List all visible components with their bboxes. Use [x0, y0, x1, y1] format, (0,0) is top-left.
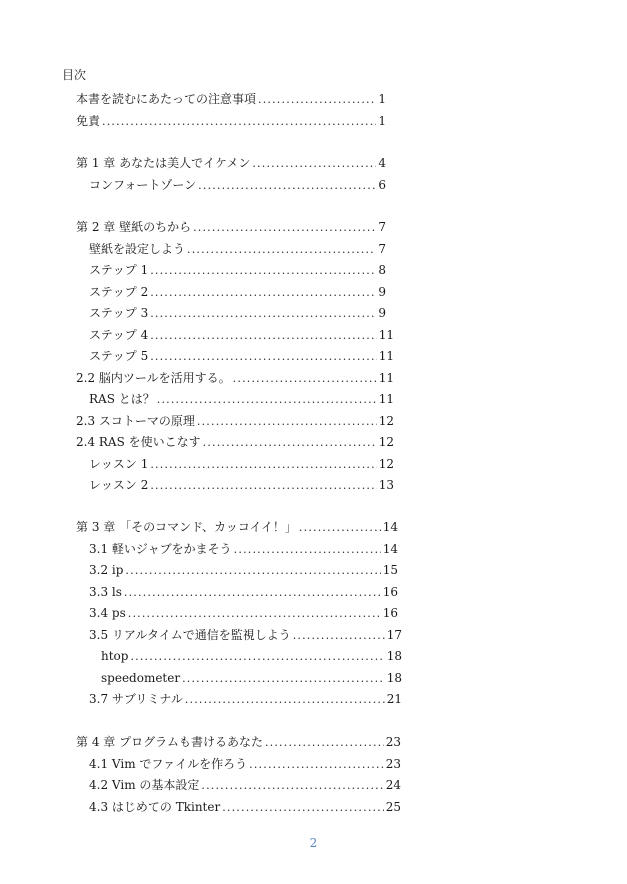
toc-entry-page: 1	[378, 92, 386, 106]
toc-entry-page: 11	[378, 371, 394, 385]
toc-entry-page: 23	[385, 735, 401, 749]
toc-leader-dots	[102, 114, 376, 130]
toc-entry-page: 16	[382, 606, 398, 620]
toc-entry-page: 9	[378, 285, 386, 299]
toc-title: 目次	[62, 68, 87, 82]
toc-leader-dots	[234, 542, 381, 558]
toc-leader-dots	[150, 457, 376, 473]
toc-entry-label: 3.3 ls	[89, 585, 122, 599]
toc-entry-label: htop	[101, 649, 129, 663]
toc-entry	[89, 756, 401, 773]
toc-leader-dots	[150, 478, 376, 494]
toc-entry	[89, 691, 402, 708]
toc-leader-dots	[265, 735, 384, 751]
toc-entry-label: 3.1 軽いジャブをかまそう	[89, 542, 232, 556]
toc-leader-dots	[130, 649, 384, 665]
toc-entry-page: 12	[378, 414, 394, 428]
toc-entry-page: 14	[382, 520, 398, 534]
toc-entry-page: 11	[378, 392, 394, 406]
toc-entry-page: 17	[386, 628, 402, 642]
toc-entry-label: ステップ 2	[89, 285, 149, 299]
toc-entry	[76, 91, 386, 108]
toc-entry-page: 12	[378, 435, 394, 449]
toc-entry	[89, 262, 386, 279]
toc-leader-dots	[201, 778, 383, 794]
toc-entry-label: speedometer	[101, 671, 181, 685]
toc-leader-dots	[150, 328, 377, 344]
toc-entry	[76, 113, 386, 130]
toc-entry-label: 4.1 Vim でファイルを作ろう	[89, 757, 248, 771]
toc-leader-dots	[258, 92, 376, 108]
toc-entry-label: 第 4 章 プログラムも書けるあなた	[76, 735, 263, 749]
toc-leader-dots	[197, 414, 377, 430]
toc-entry-page: 23	[385, 757, 401, 771]
toc-entry	[76, 519, 398, 536]
page-number: 2	[309, 836, 318, 850]
toc-entry	[101, 648, 402, 665]
toc-entry-label: 4.3 はじめての Tkinter	[89, 800, 221, 814]
toc-entry	[76, 434, 394, 451]
toc-entry	[89, 605, 398, 622]
toc-entry-label: 第 2 章 壁紙のちから	[76, 220, 192, 234]
toc-leader-dots	[150, 349, 377, 365]
toc-leader-dots	[150, 306, 376, 322]
toc-entry-label: RAS とは？	[89, 392, 155, 406]
toc-leader-dots	[193, 220, 376, 236]
toc-entry-label: レッスン 1	[89, 457, 149, 471]
toc-entry	[89, 627, 402, 644]
toc-entry	[76, 219, 386, 236]
toc-leader-dots	[187, 242, 376, 258]
toc-leader-dots	[150, 285, 376, 301]
toc-entry-label: 2.3 スコトーマの原理	[76, 414, 195, 428]
toc-entry-page: 11	[378, 328, 394, 342]
toc-entry	[89, 348, 394, 365]
toc-entry-page: 12	[378, 457, 394, 471]
toc-entry-page: 18	[386, 671, 402, 685]
toc-leader-dots	[125, 563, 380, 579]
toc-leader-dots	[249, 757, 384, 773]
toc-entry-label: 第 1 章 あなたは美人でイケメン	[76, 156, 251, 170]
toc-entry-page: 11	[378, 349, 394, 363]
toc-entry	[76, 155, 386, 172]
toc-leader-dots	[157, 392, 377, 408]
toc-entry-label: 3.4 ps	[89, 606, 126, 620]
toc-entry-page: 24	[385, 778, 401, 792]
toc-entry	[89, 777, 401, 794]
toc-entry	[89, 284, 386, 301]
toc-entry	[89, 241, 386, 258]
toc-entry	[89, 391, 394, 408]
toc-entry	[76, 734, 401, 751]
toc-entry-page: 1	[378, 114, 386, 128]
toc-entry-label: 本書を読むにあたっての注意事項	[76, 92, 257, 106]
toc-entry	[89, 799, 401, 816]
toc-entry-label: ステップ 5	[89, 349, 149, 363]
toc-entry-label: 3.2 ip	[89, 563, 124, 577]
toc-entry-page: 16	[382, 585, 398, 599]
toc-entry-page: 25	[385, 800, 401, 814]
toc-entry	[89, 562, 398, 579]
toc-entry-page: 4	[378, 156, 386, 170]
toc-leader-dots	[222, 800, 384, 816]
toc-entry	[76, 370, 394, 387]
toc-entry-page: 6	[378, 178, 386, 192]
toc-entry	[89, 584, 398, 601]
toc-leader-dots	[150, 263, 376, 279]
toc-entry-page: 13	[378, 478, 394, 492]
toc-entry-page: 21	[386, 692, 402, 706]
toc-leader-dots	[128, 606, 381, 622]
toc-entry-label: ステップ 4	[89, 328, 149, 342]
toc-leader-dots	[198, 178, 376, 194]
toc-entry-label: ステップ 3	[89, 306, 149, 320]
toc-entry-label: 免責	[76, 114, 101, 128]
toc-entry-label: 壁紙を設定しよう	[89, 242, 186, 256]
toc-entry-page: 14	[382, 542, 398, 556]
toc-leader-dots	[233, 371, 377, 387]
toc-entry-label: 2.2 脳内ツールを活用する。	[76, 371, 231, 385]
toc-entry-label: 2.4 RAS を使いこなす	[76, 435, 201, 449]
toc-leader-dots	[203, 435, 377, 451]
toc-entry-label: 4.2 Vim の基本設定	[89, 778, 200, 792]
toc-entry-label: 第 3 章 「そのコマンド、カッコイイ！」	[76, 520, 297, 534]
toc-entry-page: 15	[382, 563, 398, 577]
toc-entry	[89, 456, 394, 473]
toc-leader-dots	[293, 628, 385, 644]
toc-entry-page: 7	[378, 242, 386, 256]
toc-entry	[89, 477, 394, 494]
toc-leader-dots	[299, 520, 381, 536]
toc-entry	[76, 413, 394, 430]
toc-entry-label: 3.7 サブリミナル	[89, 692, 183, 706]
toc-entry-page: 7	[378, 220, 386, 234]
toc-entry-label: レッスン 2	[89, 478, 149, 492]
toc-entry	[89, 305, 386, 322]
toc-entry-page: 9	[378, 306, 386, 320]
toc-entry-label: 3.5 リアルタイムで通信を監視しよう	[89, 628, 291, 642]
toc-entry	[101, 670, 402, 687]
toc-entry	[89, 327, 394, 344]
toc-leader-dots	[185, 692, 385, 708]
toc-entry	[89, 177, 386, 194]
toc-entry-page: 18	[386, 649, 402, 663]
toc-entry-label: コンフォートゾーン	[89, 178, 197, 192]
toc-leader-dots	[182, 671, 385, 687]
toc-leader-dots	[124, 585, 381, 601]
toc-entry	[89, 541, 398, 558]
toc-leader-dots	[252, 156, 376, 172]
toc-entry-label: ステップ 1	[89, 263, 149, 277]
toc-entry-page: 8	[378, 263, 386, 277]
